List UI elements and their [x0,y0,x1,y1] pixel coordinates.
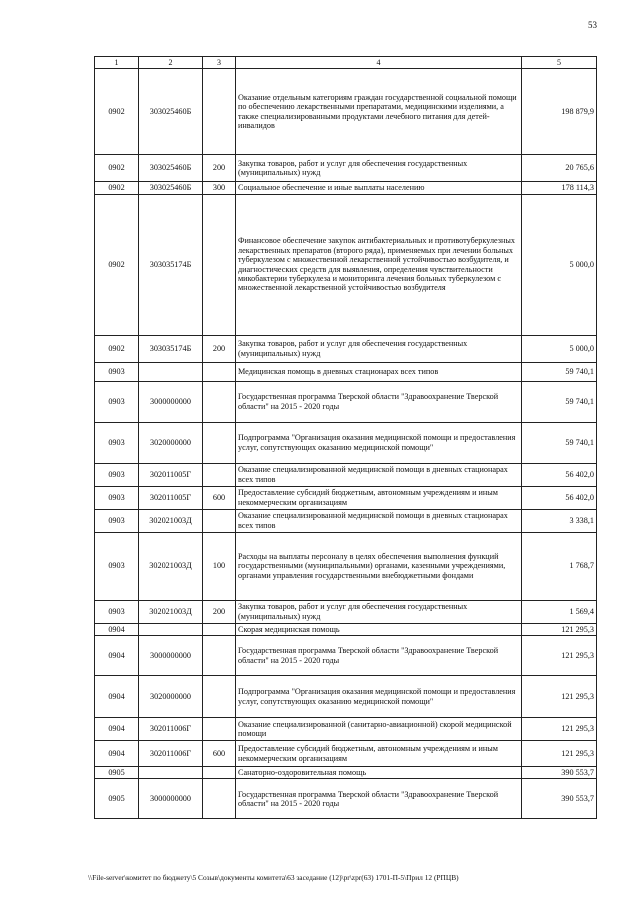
amount-cell: 5 000,0 [522,335,597,362]
expense-type-cell [203,69,236,155]
target-article-cell: 3020000000 [139,676,203,718]
header-cell: 5 [522,57,597,69]
target-article-cell: 302021003Д [139,509,203,532]
expense-type-cell [203,636,236,676]
expense-type-cell: 600 [203,486,236,509]
section-code-cell: 0904 [95,718,139,741]
amount-cell: 3 338,1 [522,509,597,532]
page-number: 53 [588,20,597,30]
target-article-cell: 302011006Г [139,718,203,741]
section-code-cell: 0903 [95,381,139,422]
section-code-cell: 0904 [95,636,139,676]
amount-cell: 390 553,7 [522,767,597,779]
header-cell: 4 [236,57,522,69]
table-row [95,335,597,362]
target-article-cell: 3000000000 [139,636,203,676]
amount-cell: 1 569,4 [522,600,597,623]
section-code-cell: 0903 [95,532,139,600]
description-cell: Закупка товаров, работ и услуг для обеспечения государственных (муниципальных) нужд [236,155,522,182]
table-row [95,69,597,155]
amount-cell: 56 402,0 [522,463,597,486]
amount-cell: 20 765,6 [522,155,597,182]
target-article-cell: 303035174Б [139,194,203,335]
table-row [95,767,597,779]
target-article-cell: 303035174Б [139,335,203,362]
table-row [95,509,597,532]
amount-cell: 178 114,3 [522,182,597,194]
amount-cell: 59 740,1 [522,422,597,463]
target-article-cell: 302011005Г [139,463,203,486]
table-row [95,463,597,486]
table-row [95,741,597,767]
amount-cell: 198 879,9 [522,69,597,155]
expense-type-cell: 300 [203,182,236,194]
description-cell: Санаторно-оздоровительная помощь [236,767,522,779]
amount-cell: 59 740,1 [522,381,597,422]
target-article-cell [139,362,203,381]
target-article-cell: 3000000000 [139,381,203,422]
table-row [95,381,597,422]
description-cell: Скорая медицинская помощь [236,623,522,635]
amount-cell: 121 295,3 [522,718,597,741]
description-cell: Закупка товаров, работ и услуг для обеспечения государственных (муниципальных) нужд [236,600,522,623]
expense-type-cell: 200 [203,335,236,362]
section-code-cell: 0903 [95,600,139,623]
section-code-cell: 0905 [95,767,139,779]
expense-type-cell [203,718,236,741]
description-cell: Государственная программа Тверской области "Здравоохранение Тверской области" на 2015 - 2020 годы [236,636,522,676]
table-row [95,718,597,741]
section-code-cell: 0903 [95,362,139,381]
description-cell: Подпрограмма "Организация оказания медицинской помощи и предоставления услуг, сопутствующих оказанию медицинской помощи" [236,676,522,718]
section-code-cell: 0905 [95,779,139,819]
expense-type-cell [203,509,236,532]
description-cell: Государственная программа Тверской области "Здравоохранение Тверской области" на 2015 - 2020 годы [236,381,522,422]
target-article-cell: 302011005Г [139,486,203,509]
table-row [95,486,597,509]
description-cell: Социальное обеспечение и иные выплаты населению [236,182,522,194]
amount-cell: 121 295,3 [522,623,597,635]
header-cell: 1 [95,57,139,69]
target-article-cell: 302021003Д [139,600,203,623]
amount-cell: 121 295,3 [522,741,597,767]
description-cell: Государственная программа Тверской области "Здравоохранение Тверской области" на 2015 - 2020 годы [236,779,522,819]
section-code-cell: 0902 [95,194,139,335]
section-code-cell: 0902 [95,155,139,182]
expense-type-cell [203,194,236,335]
expense-type-cell: 100 [203,532,236,600]
description-cell: Подпрограмма "Организация оказания медицинской помощи и предоставления услуг, сопутствующих оказанию медицинской помощи" [236,422,522,463]
header-row [95,57,597,69]
target-article-cell [139,623,203,635]
target-article-cell: 303025460Б [139,155,203,182]
table-row [95,779,597,819]
table-row [95,676,597,718]
target-article-cell: 303025460Б [139,182,203,194]
amount-cell: 56 402,0 [522,486,597,509]
section-code-cell: 0903 [95,509,139,532]
description-cell: Оказание специализированной медицинской помощи в дневных стационарах всех типов [236,509,522,532]
section-code-cell: 0903 [95,463,139,486]
expense-type-cell [203,676,236,718]
expense-type-cell [203,362,236,381]
header-cell: 2 [139,57,203,69]
amount-cell: 59 740,1 [522,362,597,381]
expense-type-cell: 200 [203,600,236,623]
table-row [95,623,597,635]
description-cell: Закупка товаров, работ и услуг для обеспечения государственных (муниципальных) нужд [236,335,522,362]
amount-cell: 1 768,7 [522,532,597,600]
target-article-cell: 3000000000 [139,779,203,819]
table-row [95,194,597,335]
table-row [95,636,597,676]
expense-type-cell [203,381,236,422]
target-article-cell: 302011006Г [139,741,203,767]
description-cell: Оказание специализированной (санитарно-авиационной) скорой медицинской помощи [236,718,522,741]
budget-table [94,56,597,819]
description-cell: Оказание отдельным категориям граждан государственной социальной помощи по обеспечению лекарственными препаратами, медицинскими изделиями, а также специализированными продуктами лечебного питания для детей-инвалидов [236,69,522,155]
description-cell: Предоставление субсидий бюджетным, автономным учреждениям и иным некоммерческим организациям [236,741,522,767]
amount-cell: 5 000,0 [522,194,597,335]
file-path-footer: \\File-server\комитет по бюджету\5 Созыв\документы комитета\63 заседание (12)\pr\zpr(63) 1701-П-5\Прил 12 (РПЦВ) [88,873,459,882]
description-cell: Оказание специализированной медицинской помощи в дневных стационарах всех типов [236,463,522,486]
section-code-cell: 0902 [95,335,139,362]
expense-type-cell: 600 [203,741,236,767]
target-article-cell: 302021003Д [139,532,203,600]
section-code-cell: 0902 [95,69,139,155]
description-cell: Расходы на выплаты персоналу в целях обеспечения выполнения функций государственными (муниципальными) органами, казенными учреждениями, органами управления государственными внебюджетными фондами [236,532,522,600]
amount-cell: 121 295,3 [522,636,597,676]
expense-type-cell [203,463,236,486]
expense-type-cell [203,767,236,779]
amount-cell: 390 553,7 [522,779,597,819]
section-code-cell: 0904 [95,741,139,767]
table-row [95,600,597,623]
table-row [95,362,597,381]
description-cell: Предоставление субсидий бюджетным, автономным учреждениям и иным некоммерческим организациям [236,486,522,509]
amount-cell: 121 295,3 [522,676,597,718]
expense-type-cell [203,779,236,819]
section-code-cell: 0903 [95,422,139,463]
table-row [95,182,597,194]
section-code-cell: 0902 [95,182,139,194]
expense-type-cell: 200 [203,155,236,182]
expense-type-cell [203,422,236,463]
target-article-cell: 3020000000 [139,422,203,463]
table-row [95,155,597,182]
section-code-cell: 0903 [95,486,139,509]
target-article-cell [139,767,203,779]
header-cell: 3 [203,57,236,69]
target-article-cell: 303025460Б [139,69,203,155]
table-row [95,422,597,463]
description-cell: Медицинская помощь в дневных стационарах всех типов [236,362,522,381]
table-row [95,532,597,600]
section-code-cell: 0904 [95,623,139,635]
section-code-cell: 0904 [95,676,139,718]
description-cell: Финансовое обеспечение закупок антибактериальных и противотуберкулезных лекарственных препаратов (второго ряда), применяемых при лечении больных туберкулезом с множественной лекарственной устойчивостью возбудителя, и диагностических средств для выявления, определения чувствительности микобактерии туберкулеза и мониторинга лечения больных туберкулезом с множественной лекарственной устойчивостью возбудителя [236,194,522,335]
expense-type-cell [203,623,236,635]
